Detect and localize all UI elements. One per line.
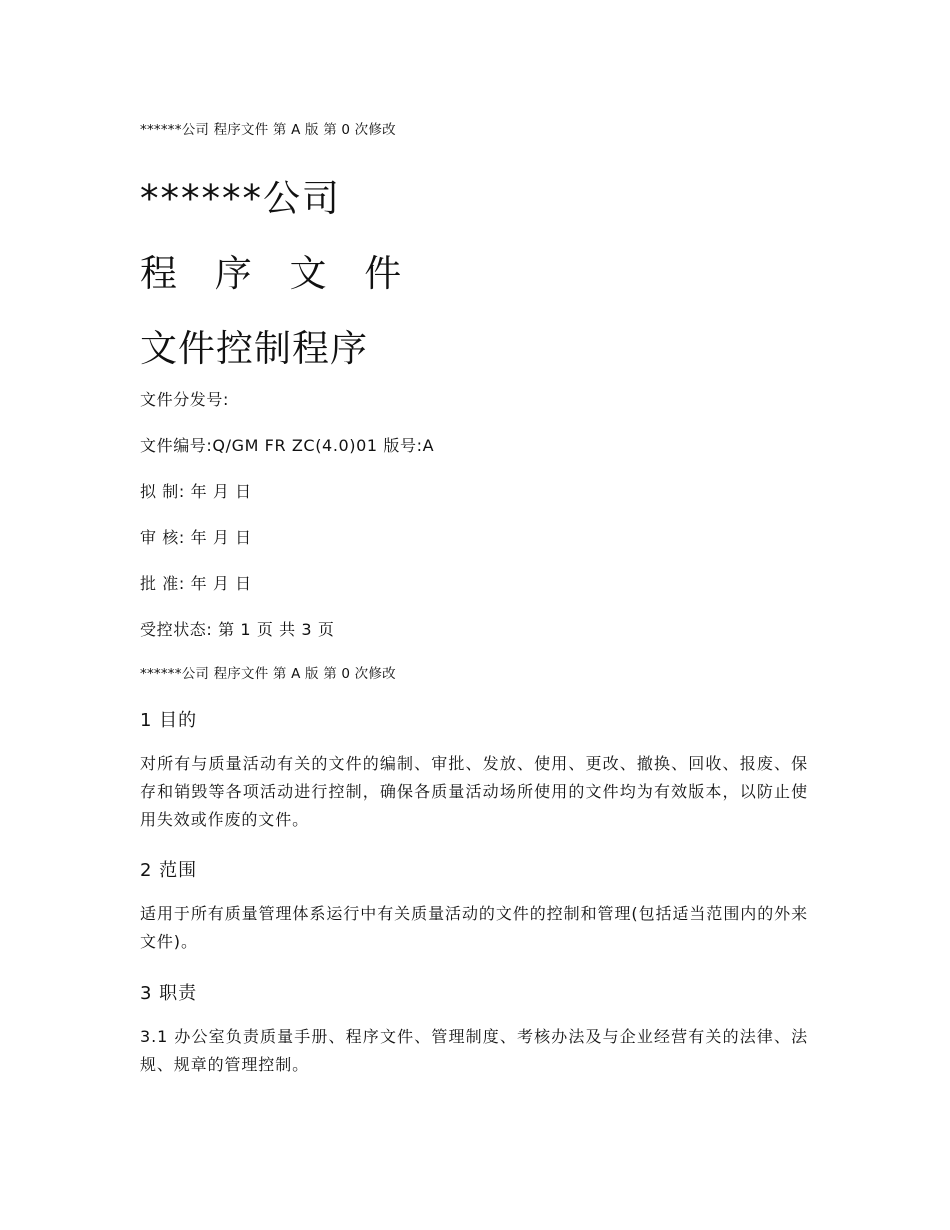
section-heading-responsibility: 3 职责 <box>140 983 198 1004</box>
control-status: 受控状态: 第 1 页 共 3 页 <box>140 620 335 639</box>
section-text-scope: 适用于所有质量管理体系运行中有关质量活动的文件的控制和管理(包括适当范围内的外来文件)。 <box>140 904 808 951</box>
running-header-repeat: ******公司 程序文件 第 A 版 第 0 次修改 <box>140 666 396 682</box>
document-title: 文件控制程序 <box>140 327 368 370</box>
file-number: 文件编号:Q/GM FR ZC(4.0)01 版号:A <box>140 436 435 455</box>
section-heading-purpose: 1 目的 <box>140 710 198 731</box>
running-header: ******公司 程序文件 第 A 版 第 0 次修改 <box>140 122 396 138</box>
section-text-purpose: 对所有与质量活动有关的文件的编制、审批、发放、使用、更改、撤换、回收、报废、保存和销毁等各项活动进行控制，确保各质量活动场所使用的文件均为有效版本，以防止使用失效或作废的文件。 <box>140 754 808 829</box>
company-name: ******公司 <box>140 177 341 220</box>
drafted-by: 拟 制: 年 月 日 <box>140 482 252 501</box>
section-heading-scope: 2 范围 <box>140 860 198 881</box>
section-text-responsibility: 3.1 办公室负责质量手册、程序文件、管理制度、考核办法及与企业经营有关的法律、法 规、规章的管理控制。 <box>140 1027 808 1074</box>
distribution-number: 文件分发号: <box>140 390 229 409</box>
document-type: 程 序 文 件 <box>140 252 415 295</box>
reviewed-by: 审 核: 年 月 日 <box>140 528 252 547</box>
approved-by: 批 准: 年 月 日 <box>140 574 252 593</box>
